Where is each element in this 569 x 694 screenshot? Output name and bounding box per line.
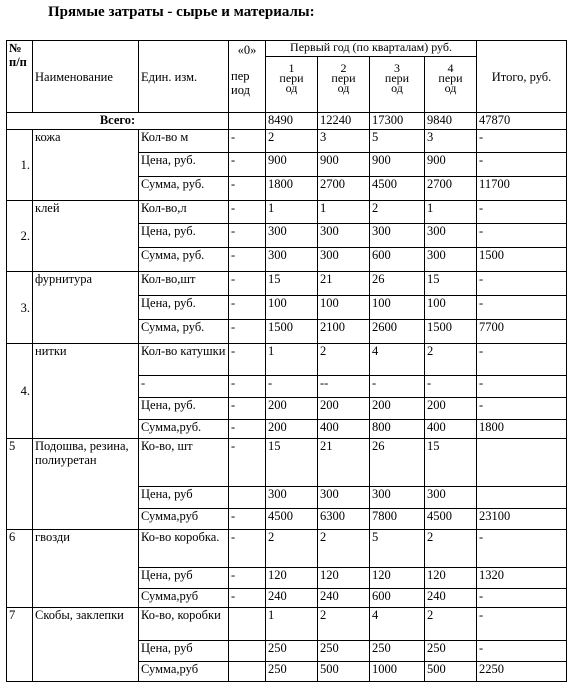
quarter-1-cell: 200 — [266, 398, 318, 420]
quarter-1-cell: 300 — [266, 487, 318, 509]
quarter-3-cell: 26 — [370, 272, 425, 296]
header-quarter-number: 4 — [447, 61, 454, 75]
quarter-1-cell: 2 — [266, 530, 318, 568]
quarter-4-cell: 2700 — [425, 177, 477, 201]
item-number: 7 — [7, 608, 33, 682]
header-first-year: Первый год (по кварталам) руб. — [266, 41, 477, 57]
quarter-1-cell: 240 — [266, 589, 318, 608]
period-zero-cell: - — [229, 398, 266, 420]
total-cell: - — [477, 130, 567, 153]
header-quarter-sub: пери од — [384, 71, 410, 95]
quarter-2-cell: 100 — [318, 296, 370, 320]
quarter-2-cell: 3 — [318, 130, 370, 153]
quarter-3-cell: 26 — [370, 439, 425, 487]
total-cell: - — [477, 376, 567, 398]
total-cell: - — [477, 224, 567, 248]
quarter-3-cell: 300 — [370, 224, 425, 248]
period-zero-cell: - — [229, 420, 266, 439]
quarter-1-cell: 15 — [266, 439, 318, 487]
header-quarter-sub: пери од — [279, 71, 304, 95]
quarter-4-cell: 300 — [425, 487, 477, 509]
quarter-1-cell: 1 — [266, 201, 318, 224]
total-cell: - — [477, 201, 567, 224]
quarter-2-cell: 21 — [318, 439, 370, 487]
unit-cell: Сумма,руб — [139, 589, 229, 608]
item-number: 4. — [7, 344, 33, 439]
period-zero-cell: - — [229, 568, 266, 589]
quarter-2-cell: 400 — [318, 420, 370, 439]
quarter-1-cell: 2 — [266, 130, 318, 153]
period-zero-cell: - — [229, 439, 266, 487]
quarter-1-cell: 1 — [266, 344, 318, 376]
total-row-sum: 47870 — [477, 113, 567, 130]
quarter-4-cell: 120 — [425, 568, 477, 589]
quarter-3-cell: 4500 — [370, 177, 425, 201]
quarter-1-cell: 1500 — [266, 320, 318, 344]
item-name: гвозди — [33, 530, 139, 608]
quarter-3-cell: 800 — [370, 420, 425, 439]
item-number: 2. — [7, 201, 33, 272]
quarter-2-cell: 300 — [318, 248, 370, 272]
header-num-line2: п/п — [9, 55, 27, 69]
quarter-4-cell: 2 — [425, 608, 477, 641]
total-cell: - — [477, 344, 567, 376]
quarter-4-cell: 900 — [425, 153, 477, 177]
quarter-2-cell: 2700 — [318, 177, 370, 201]
quarter-2-cell: 2 — [318, 344, 370, 376]
quarter-3-cell: 1000 — [370, 662, 425, 682]
total-row-p0 — [229, 113, 266, 130]
quarter-3-cell: 900 — [370, 153, 425, 177]
period-zero-cell: - — [229, 224, 266, 248]
header-quarter-sub: пери од — [331, 71, 356, 95]
unit-cell: Кол-во м — [139, 130, 229, 153]
total-row-q2: 12240 — [318, 113, 370, 130]
unit-cell: Кол-во,л — [139, 201, 229, 224]
quarter-3-cell: 100 — [370, 296, 425, 320]
quarter-3-cell: 120 — [370, 568, 425, 589]
quarter-4-cell: 100 — [425, 296, 477, 320]
total-cell: - — [477, 608, 567, 641]
quarter-1-cell: 900 — [266, 153, 318, 177]
item-name: нитки — [33, 344, 139, 439]
period-zero-cell: - — [229, 530, 266, 568]
quarter-3-cell: 5 — [370, 130, 425, 153]
total-cell: - — [477, 589, 567, 608]
period-zero-cell: - — [229, 248, 266, 272]
unit-cell: Ко-во, шт — [139, 439, 229, 487]
quarter-4-cell: 500 — [425, 662, 477, 682]
item-number: 3. — [7, 272, 33, 344]
quarter-4-cell: - — [425, 376, 477, 398]
quarter-2-cell: 300 — [318, 487, 370, 509]
quarter-3-cell: 7800 — [370, 509, 425, 530]
unit-cell: Сумма,руб. — [139, 420, 229, 439]
quarter-2-cell: 300 — [318, 224, 370, 248]
period-zero-cell: - — [229, 376, 266, 398]
quarter-1-cell: 300 — [266, 224, 318, 248]
item-name: кожа — [33, 130, 139, 201]
quarter-4-cell: 3 — [425, 130, 477, 153]
header-zero-sub: пер иод — [231, 69, 250, 97]
quarter-4-cell: 2 — [425, 344, 477, 376]
period-zero-cell — [229, 641, 266, 662]
quarter-4-cell: 240 — [425, 589, 477, 608]
total-row-q1: 8490 — [266, 113, 318, 130]
quarter-4-cell: 300 — [425, 224, 477, 248]
quarter-1-cell: - — [266, 376, 318, 398]
header-num — [7, 41, 33, 113]
item-name: Подошва, резина, полиуретан — [33, 439, 139, 530]
item-number: 1. — [7, 130, 33, 201]
quarter-4-cell: 300 — [425, 248, 477, 272]
unit-cell: Сумма, руб. — [139, 177, 229, 201]
total-cell — [477, 439, 567, 487]
quarter-1-cell: 1 — [266, 608, 318, 641]
header-quarter-number: 3 — [394, 61, 400, 75]
total-row-q3: 17300 — [370, 113, 425, 130]
unit-cell: Ко-во, коробки — [139, 608, 229, 641]
quarter-2-cell: 21 — [318, 272, 370, 296]
quarter-4-cell: 1500 — [425, 320, 477, 344]
quarter-4-cell: 1 — [425, 201, 477, 224]
unit-cell: Цена, руб. — [139, 398, 229, 420]
unit-cell: Сумма,руб — [139, 662, 229, 682]
total-row-label: Всего: — [7, 113, 229, 130]
unit-cell: Сумма, руб. — [139, 320, 229, 344]
quarter-2-cell: 240 — [318, 589, 370, 608]
header-quarter-number: 1 — [288, 61, 295, 75]
quarter-3-cell: - — [370, 376, 425, 398]
quarter-1-cell: 250 — [266, 641, 318, 662]
quarter-3-cell: 4 — [370, 344, 425, 376]
unit-cell: Цена, руб — [139, 641, 229, 662]
quarter-3-cell: 200 — [370, 398, 425, 420]
header-quarter-3 — [370, 57, 425, 113]
table-row — [7, 201, 567, 224]
quarter-2-cell: 2 — [318, 608, 370, 641]
quarter-1-cell: 250 — [266, 662, 318, 682]
item-number: 5 — [7, 439, 33, 530]
unit-cell: Кол-во,шт — [139, 272, 229, 296]
table-row — [7, 439, 567, 487]
period-zero-cell — [229, 608, 266, 641]
total-cell: - — [477, 272, 567, 296]
total-cell: 1320 — [477, 568, 567, 589]
header-unit: Един. изм. — [139, 41, 229, 113]
quarter-2-cell: 200 — [318, 398, 370, 420]
header-quarter-sub: пери од — [438, 71, 463, 95]
total-cell: - — [477, 153, 567, 177]
header-quarter-number: 2 — [340, 61, 347, 75]
quarter-1-cell: 300 — [266, 248, 318, 272]
header-zero-period — [229, 41, 266, 113]
unit-cell: Цена, руб — [139, 568, 229, 589]
total-cell: 23100 — [477, 509, 567, 530]
period-zero-cell: - — [229, 272, 266, 296]
unit-cell: Сумма, руб. — [139, 248, 229, 272]
quarter-3-cell: 2600 — [370, 320, 425, 344]
total-cell — [477, 487, 567, 509]
period-zero-cell: - — [229, 320, 266, 344]
total-cell: - — [477, 398, 567, 420]
header-total: Итого, руб. — [477, 41, 567, 113]
period-zero-cell — [229, 662, 266, 682]
quarter-1-cell: 15 — [266, 272, 318, 296]
quarter-3-cell: 2 — [370, 201, 425, 224]
quarter-1-cell: 200 — [266, 420, 318, 439]
table-row — [7, 344, 567, 376]
quarter-2-cell: 2 — [318, 530, 370, 568]
quarter-1-cell: 120 — [266, 568, 318, 589]
quarter-4-cell: 15 — [425, 272, 477, 296]
quarter-3-cell: 4 — [370, 608, 425, 641]
period-zero-cell: - — [229, 589, 266, 608]
table-row — [7, 130, 567, 153]
quarter-3-cell: 300 — [370, 487, 425, 509]
total-cell: - — [477, 296, 567, 320]
item-name: Скобы, заклепки — [33, 608, 139, 682]
total-cell: - — [477, 530, 567, 568]
period-zero-cell: - — [229, 130, 266, 153]
unit-cell: Кол-во катушки — [139, 344, 229, 376]
quarter-3-cell: 600 — [370, 589, 425, 608]
header-quarter-2 — [318, 57, 370, 113]
unit-cell: Сумма,руб — [139, 509, 229, 530]
quarter-2-cell: 1 — [318, 201, 370, 224]
total-cell: 1800 — [477, 420, 567, 439]
unit-cell: Цена, руб — [139, 487, 229, 509]
item-name: клей — [33, 201, 139, 272]
quarter-2-cell: 900 — [318, 153, 370, 177]
quarter-2-cell: 120 — [318, 568, 370, 589]
quarter-4-cell: 200 — [425, 398, 477, 420]
quarter-4-cell: 400 — [425, 420, 477, 439]
quarter-2-cell: 500 — [318, 662, 370, 682]
quarter-2-cell: 2100 — [318, 320, 370, 344]
quarter-1-cell: 100 — [266, 296, 318, 320]
total-cell: 2250 — [477, 662, 567, 682]
period-zero-cell — [229, 487, 266, 509]
period-zero-cell: - — [229, 344, 266, 376]
page-title: Прямые затраты - сырье и материалы: — [48, 4, 315, 20]
total-row-q4: 9840 — [425, 113, 477, 130]
direct-costs-table — [6, 40, 567, 682]
quarter-3-cell: 5 — [370, 530, 425, 568]
quarter-4-cell: 15 — [425, 439, 477, 487]
quarter-1-cell: 4500 — [266, 509, 318, 530]
unit-cell: Цена, руб. — [139, 224, 229, 248]
header-quarter-4 — [425, 57, 477, 113]
quarter-4-cell: 4500 — [425, 509, 477, 530]
header-num-line1: № — [9, 41, 22, 55]
unit-cell: Цена, руб. — [139, 296, 229, 320]
header-quarter-1 — [266, 57, 318, 113]
unit-cell: - — [139, 376, 229, 398]
period-zero-cell: - — [229, 153, 266, 177]
total-cell: 7700 — [477, 320, 567, 344]
total-cell: 11700 — [477, 177, 567, 201]
total-cell: - — [477, 641, 567, 662]
period-zero-cell: - — [229, 296, 266, 320]
quarter-4-cell: 250 — [425, 641, 477, 662]
unit-cell: Ко-во коробка. — [139, 530, 229, 568]
quarter-1-cell: 1800 — [266, 177, 318, 201]
table-row — [7, 608, 567, 641]
header-zero-label: «0» — [237, 43, 257, 57]
quarter-2-cell: -- — [318, 376, 370, 398]
period-zero-cell: - — [229, 201, 266, 224]
quarter-2-cell: 6300 — [318, 509, 370, 530]
table-row — [7, 272, 567, 296]
unit-cell: Цена, руб. — [139, 153, 229, 177]
quarter-3-cell: 600 — [370, 248, 425, 272]
header-name: Наименование — [33, 41, 139, 113]
quarter-3-cell: 250 — [370, 641, 425, 662]
quarter-2-cell: 250 — [318, 641, 370, 662]
item-number: 6 — [7, 530, 33, 608]
total-cell: 1500 — [477, 248, 567, 272]
quarter-4-cell: 2 — [425, 530, 477, 568]
item-name: фурнитура — [33, 272, 139, 344]
table-row — [7, 530, 567, 568]
period-zero-cell: - — [229, 177, 266, 201]
period-zero-cell: - — [229, 509, 266, 530]
